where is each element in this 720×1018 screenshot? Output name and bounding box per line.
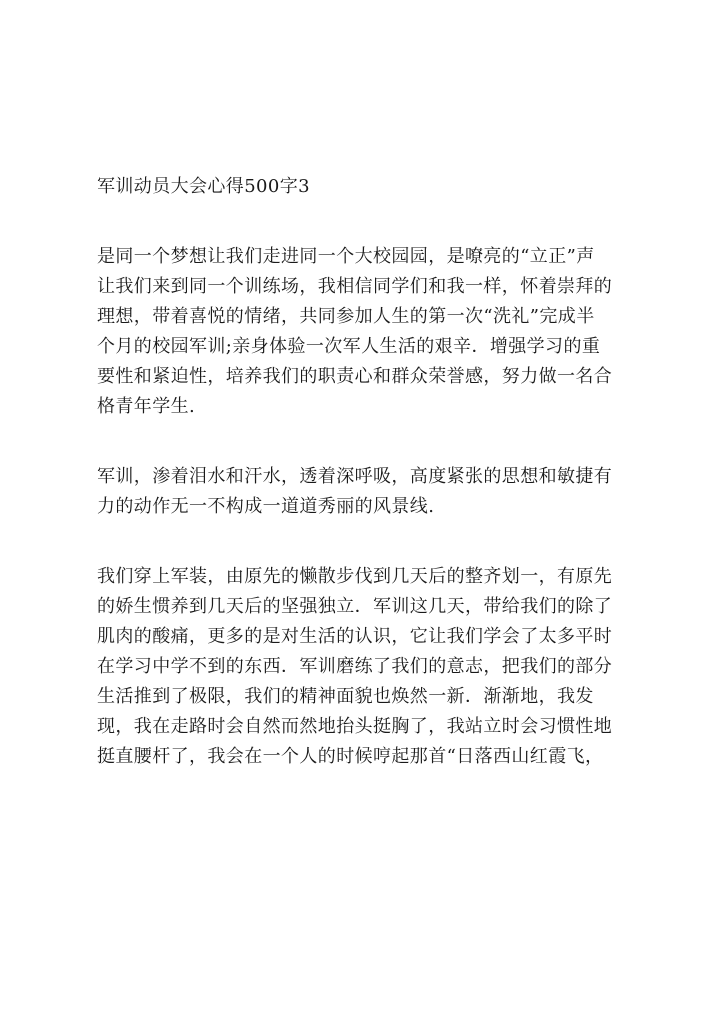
paragraph-line: 力的动作无一不构成一道道秀丽的风景线.	[97, 496, 435, 517]
paragraph-line: 的娇生惯养到几天后的坚强独立．军训这几天，带给我们的除了	[97, 596, 613, 617]
paragraph-line: 个月的校园军训;亲身体验一次军人生活的艰辛．增强学习的重	[97, 336, 601, 357]
paragraph-line: 在学习中学不到的东西．军训磨练了我们的意志，把我们的部分	[97, 656, 613, 677]
paragraph-line: 理想，带着喜悦的情绪，共同参加人生的第一次“洗礼”完成半	[97, 306, 595, 327]
document-title: 军训动员大会心得500字3	[97, 176, 311, 197]
paragraph-line: 格青年学生.	[97, 396, 196, 417]
paragraph-line: 肌肉的酸痛，更多的是对生活的认识，它让我们学会了太多平时	[97, 626, 613, 647]
paragraph-line: 是同一个梦想让我们走进同一个大校园园，是嘹亮的“立正”声	[97, 246, 595, 267]
document-body	[97, 172, 645, 812]
paragraph-line: 军训，渗着泪水和汗水，透着深呼吸，高度紧张的思想和敏捷有	[97, 466, 613, 487]
paragraph-line: 现，我在走路时会自然而然地抬头挺胸了，我站立时会习惯性地	[97, 716, 613, 737]
paragraph-line: 要性和紧迫性，培养我们的职责心和群众荣誉感，努力做一名合	[97, 366, 613, 387]
paragraph-3	[97, 562, 645, 772]
paragraph-line: 挺直腰杆了，我会在一个人的时候哼起那首“日落西山红霞飞，	[97, 746, 604, 767]
paragraph-line: 生活推到了极限，我们的精神面貌也焕然一新．渐渐地，我发	[97, 686, 594, 707]
paragraph-2	[97, 462, 645, 522]
paragraph-1	[97, 242, 645, 422]
paragraph-line: 我们穿上军装，由原先的懒散步伐到几天后的整齐划一，有原先	[97, 566, 613, 587]
paragraph-line: 让我们来到同一个训练场，我相信同学们和我一样，怀着崇拜的	[97, 276, 613, 297]
